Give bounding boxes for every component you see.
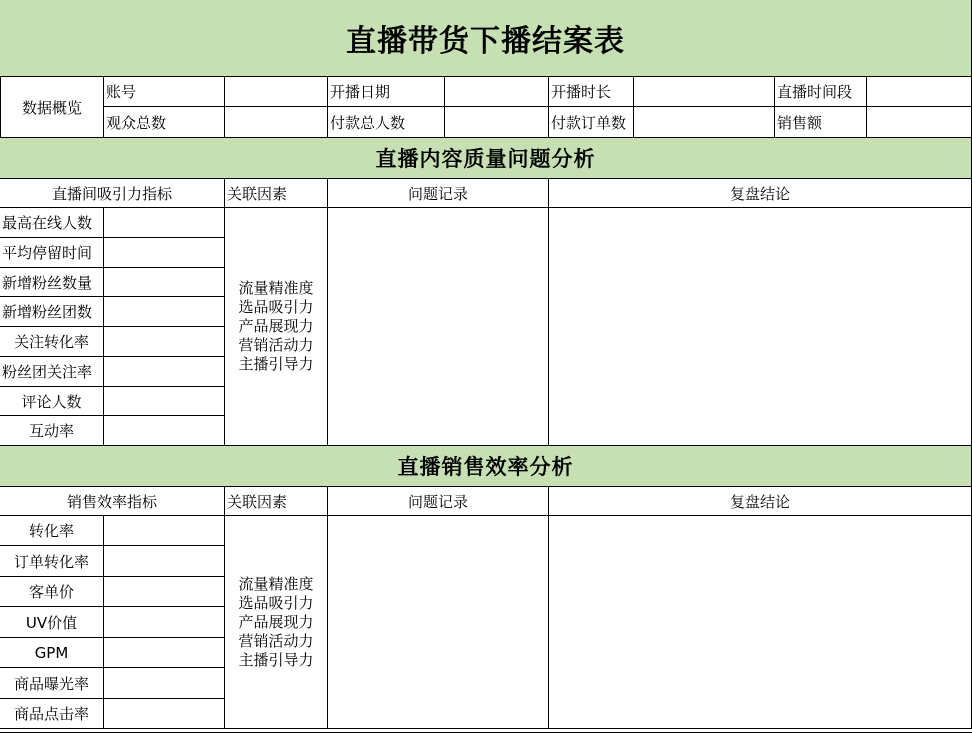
sales-metric-value[interactable]	[104, 577, 225, 607]
report-title: 直播带货下播结案表	[0, 0, 972, 77]
sales-metric-label: 客单价	[0, 577, 104, 607]
content-metric-value[interactable]	[104, 208, 225, 238]
sales-metric-value[interactable]	[104, 699, 225, 729]
sales-record-cell[interactable]	[328, 516, 549, 729]
sales-metric-label: GPM	[0, 638, 104, 668]
content-record-header: 问题记录	[328, 179, 549, 208]
content-metric-label: 粉丝团关注率	[0, 357, 104, 387]
content-metric-header: 直播间吸引力指标	[0, 179, 225, 208]
sales-metric-label: 转化率	[0, 516, 104, 546]
sales-metric-label: 商品点击率	[0, 699, 104, 729]
paying-users-label: 付款总人数	[328, 107, 445, 138]
sales-metric-header: 销售效率指标	[0, 487, 225, 516]
viewers-value[interactable]	[225, 107, 328, 138]
content-factor-item: 产品展现力	[238, 317, 314, 335]
content-metric-value[interactable]	[104, 357, 225, 387]
sales-factor-item: 选品吸引力	[238, 593, 314, 612]
sales-factor-item: 流量精准度	[238, 574, 314, 593]
next-row-strip	[0, 729, 972, 733]
sales-factor-header: 关联因素	[225, 487, 328, 516]
content-record-cell[interactable]	[328, 208, 549, 446]
sales-metric-label: 订单转化率	[0, 546, 104, 577]
sales-factor-list	[225, 516, 328, 729]
start-date-label: 开播日期	[328, 77, 445, 107]
content-factor-item: 主播引导力	[238, 355, 314, 373]
content-metric-label: 关注转化率	[0, 327, 104, 357]
sales-metric-value[interactable]	[104, 516, 225, 546]
sales-factor-item: 产品展现力	[238, 612, 314, 631]
sales-section-title: 直播销售效率分析	[0, 446, 972, 487]
sales-metric-label: 商品曝光率	[0, 668, 104, 699]
sales-metric-label: UV价值	[0, 607, 104, 638]
duration-value[interactable]	[634, 77, 775, 107]
start-date-value[interactable]	[445, 77, 549, 107]
sales-factor-item: 营销活动力	[238, 631, 314, 650]
paying-users-value[interactable]	[445, 107, 549, 138]
sales-amount-value[interactable]	[867, 107, 972, 138]
content-factor-item: 选品吸引力	[238, 298, 314, 316]
content-metric-value[interactable]	[104, 387, 225, 416]
content-metric-label: 最高在线人数	[0, 208, 104, 238]
content-factor-item: 营销活动力	[238, 336, 314, 354]
content-factor-header: 关联因素	[225, 179, 328, 208]
content-conclusion-cell[interactable]	[549, 208, 972, 446]
sales-factor-item: 主播引导力	[238, 650, 314, 669]
sales-record-header: 问题记录	[328, 487, 549, 516]
account-label: 账号	[104, 77, 225, 107]
time-slot-label: 直播时间段	[775, 77, 867, 107]
content-metric-value[interactable]	[104, 297, 225, 327]
content-metric-label: 新增粉丝团数	[0, 297, 104, 327]
sales-metric-value[interactable]	[104, 638, 225, 668]
content-metric-value[interactable]	[104, 327, 225, 357]
sales-metric-value[interactable]	[104, 546, 225, 577]
duration-label: 开播时长	[549, 77, 634, 107]
content-metric-value[interactable]	[104, 268, 225, 297]
sales-conclusion-header: 复盘结论	[549, 487, 972, 516]
content-metric-label: 评论人数	[0, 387, 104, 416]
content-section-title: 直播内容质量问题分析	[0, 138, 972, 179]
content-metric-label: 互动率	[0, 416, 104, 446]
paid-orders-label: 付款订单数	[549, 107, 634, 138]
content-conclusion-header: 复盘结论	[549, 179, 972, 208]
time-slot-value[interactable]	[867, 77, 972, 107]
content-metric-label: 平均停留时间	[0, 238, 104, 268]
account-value[interactable]	[225, 77, 328, 107]
overview-label: 数据概览	[0, 77, 104, 138]
content-factor-item: 流量精准度	[238, 279, 314, 297]
sales-metric-value[interactable]	[104, 668, 225, 699]
content-metric-value[interactable]	[104, 238, 225, 268]
sales-metric-value[interactable]	[104, 607, 225, 638]
content-factor-list	[225, 208, 328, 446]
sales-conclusion-cell[interactable]	[549, 516, 972, 729]
content-metric-label: 新增粉丝数量	[0, 268, 104, 297]
sales-amount-label: 销售额	[775, 107, 867, 138]
viewers-label: 观众总数	[104, 107, 225, 138]
content-metric-value[interactable]	[104, 416, 225, 446]
paid-orders-value[interactable]	[634, 107, 775, 138]
